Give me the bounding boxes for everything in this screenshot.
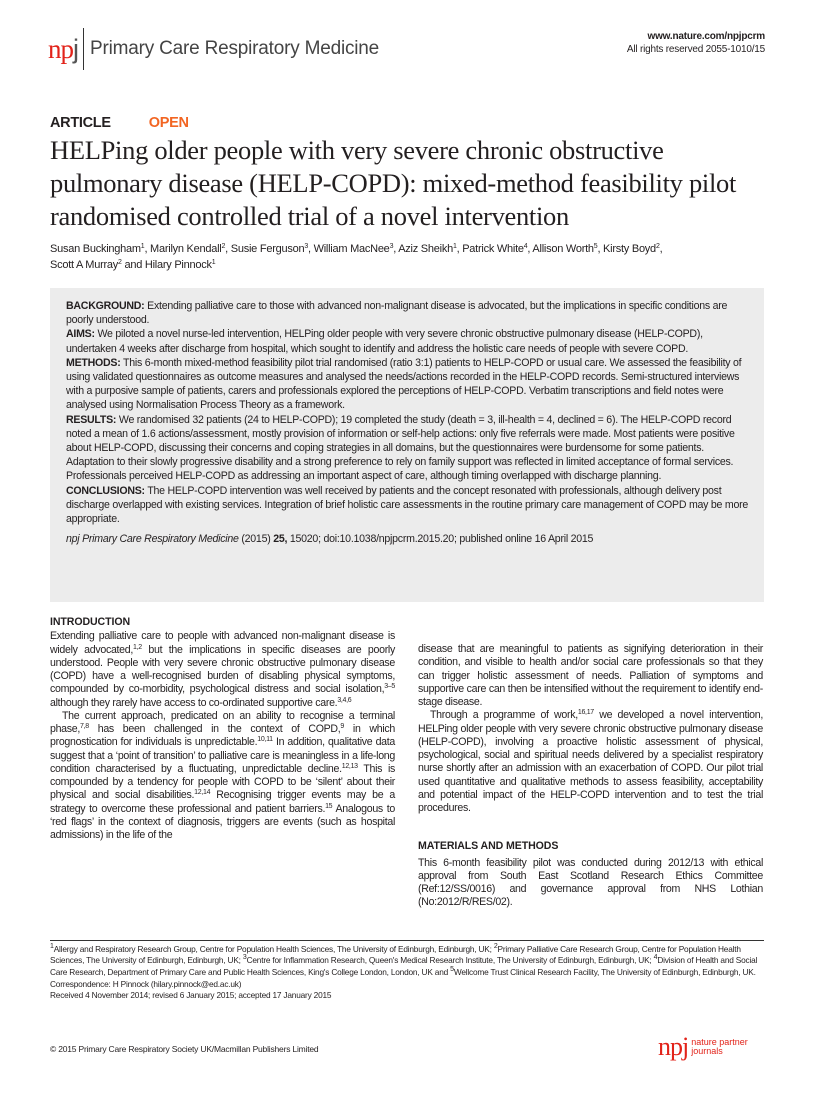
text-run: This 6-month feasibility pilot was conducted during 2012/13 with ethical approval from South East Scotland Research Ethics Committee (Ref:12/SS/0016) and governance approval from NHS Lothian (No:2012/R/RES/02).: [418, 856, 763, 909]
reference-superscript: 4: [523, 243, 528, 250]
abstract-text: The HELP-COPD intervention was well received by patients and the concept resonated with professionals, although delivery post discharge overlapped with existing services. Integration of brief holistic care assessments in the routine primary care management of COPD may be more appropriate.: [66, 484, 749, 526]
reference-superscript: 3: [304, 243, 308, 250]
abstract-label: CONCLUSIONS:: [66, 484, 145, 497]
reference-superscript: 16,17: [577, 709, 594, 717]
reference-superscript: 7,8: [80, 723, 89, 730]
npj-partner-logo: [658, 1032, 748, 1062]
text-run: This is compounded by a tendency for people with COPD to be ‘silent’ about their physical and social disabilities.: [50, 762, 395, 802]
reference-superscript: 1: [211, 259, 216, 266]
abstract-text: We randomised 32 patients (24 to HELP-COPD); 19 completed the study (death = 3, ill-health = 4, declined = 6). The HELP-COPD record noted a mean of 1.6 actions/assessment, mostly provision of information or self-help actions: only five referrals were made. Most patients were positive about HELP-COPD, discussing their concerns and coping strategies in all domains, but the questionnaires were burdensome for some patients. Adaptation to their slowly progressive disability and a strong preference to rely on family support was reflected in limited acceptance of formal services. Professionals perceived HELP-COPD as addressing an important aspect of care, although timing overlapped with discharge planning.: [66, 413, 735, 483]
text-run: although they rarely have access to co-ordinated supportive care.: [50, 696, 338, 709]
text-run: Through a programme of work,: [430, 709, 578, 722]
text-run: Extending palliative care to people with advanced non-malignant disease is widely advocated,: [50, 630, 395, 656]
article-label: ARTICLE: [50, 115, 111, 131]
reference-superscript: 10,11: [257, 736, 273, 744]
section-heading-introduction: INTRODUCTION: [50, 616, 131, 628]
text-run: Analogous to ‘red flags’ in the context of diagnosis, triggers are events (such as hospital admissions) in the life of the: [50, 802, 395, 841]
text-run: ,: [659, 243, 663, 255]
citation-volume: 25,: [273, 533, 288, 546]
reference-superscript: 12,13: [341, 762, 358, 770]
rights: All rights reserved 2055-1010/15: [626, 44, 765, 55]
abstract-label: METHODS:: [66, 356, 121, 369]
abstract-text: We piloted a novel nurse-led intervention, HELPing older people with very severe chronic obstructive pulmonary disease (HELP-COPD), undertaken 4 weeks after discharge from hospital, which sought to identify and address the holistic care needs of people with severe COPD.: [66, 328, 703, 355]
reference-superscript: 15: [325, 802, 333, 810]
text-run: In addition, qualitative data suggest that a ‘point of transition’ to palliative care is meaningless in a life-long condition characterised by a fluctuating, unpredictable decline.: [50, 736, 395, 775]
abstract-section: [66, 299, 750, 327]
citation-rest: 15020; doi:10.1038/npjpcrm.2015.20; published online 16 April 2015: [287, 533, 594, 546]
affiliation: Wellcome Trust Clinical Research Facility, The University of Edinburgh, Edinburgh, UK.: [453, 966, 756, 977]
text-run: , Allison Worth: [527, 243, 594, 255]
text-run: , Aziz Sheikh: [393, 243, 453, 255]
text-run: has been challenged in the context of COPD,: [88, 723, 341, 735]
affiliation-number: 5: [450, 965, 454, 973]
reference-superscript: 2: [655, 243, 660, 250]
abstract-section: [66, 484, 750, 527]
text-run: Susan Buckingham: [50, 243, 141, 255]
article-title: HELPing older people with very severe chronic obstructive pulmonary disease (HELP-COPD): mixed-method feasibility pilot randomised controlled trial of a novel intervention: [50, 135, 737, 231]
text-run: we developed a novel intervention, HELPing older people with very severe chronic obstructive pulmonary disease (HELP-COPD), involving a proactive holistic assessment of physical, psychological, social and spiritual needs delivered by a specialist respiratory nurse shortly after an admission with an exacerbation of COPD. Our pilot trial used quantitative and qualitative methods to assess feasibility, acceptability and potential impact of the HELP-COPD intervention and to test the trial procedures.: [418, 709, 763, 814]
text-run: , Patrick White: [456, 243, 524, 255]
paragraph: [418, 643, 763, 709]
reference-superscript: 1,2: [133, 643, 142, 651]
article-type: [50, 115, 189, 131]
copyright: © 2015 Primary Care Respiratory Society UK/Macmillan Publishers Limited: [50, 1044, 319, 1054]
citation-year: (2015): [238, 533, 274, 546]
abstract-section: [66, 413, 750, 484]
abstract-text: Extending palliative care to those with advanced non-malignant disease is advocated, but the implications in specific conditions are poorly understood.: [66, 300, 728, 327]
reference-superscript: 12,14: [194, 789, 211, 797]
journal-url[interactable]: www.nature.com/npjpcrm: [647, 31, 765, 42]
received-dates: Received 4 November 2014; revised 6 January 2015; accepted 17 January 2015: [50, 990, 332, 1001]
text-run: in which prognostication for individuals is unpredictable.: [50, 723, 395, 749]
author-list: [50, 241, 780, 273]
affiliation: Allergy and Respiratory Research Group, Centre for Population Health Sciences, The University of Edinburgh, Edinburgh, UK;: [53, 944, 494, 954]
affiliations: [50, 944, 764, 978]
open-access-badge: OPEN: [148, 115, 189, 131]
text-run: , Marilyn Kendall: [144, 243, 222, 255]
affiliation: Centre for Inflammation Research, Queen's Medical Research Institute, The University of Edinburgh, Edinburgh, UK;: [246, 955, 654, 966]
affiliation-number: 3: [242, 954, 247, 962]
journal-logo: [48, 28, 379, 70]
logo-text: nature partner: [691, 1037, 748, 1047]
reference-superscript: 2: [118, 259, 122, 266]
abstract-section: [66, 327, 750, 355]
left-column: [50, 616, 395, 842]
affiliation: Primary Palliative Care Research Group, Centre for Population Health Sciences, The University of Edinburgh, Edinburgh, UK;: [50, 944, 741, 966]
text-run: , Kirsty Boyd: [597, 243, 656, 255]
header-info: [627, 30, 765, 56]
journal-title: Primary Care Respiratory Medicine: [90, 38, 380, 59]
author-line: [50, 241, 780, 257]
paragraph: [50, 630, 395, 710]
reference-superscript: 9: [340, 723, 345, 730]
footnote-divider: [50, 940, 764, 941]
reference-superscript: 5: [593, 243, 598, 250]
text-run: disease that are meaningful to patients as signifying deterioration in their condition, and visible to health and/or social care professionals so that they can trigger holistic assessment of needs. Palliation of symptoms and supportive care can then be intensified without the requirement to identify end-stage disease.: [418, 643, 763, 708]
section-heading-methods: MATERIALS AND METHODS: [418, 840, 559, 853]
reference-superscript: 1: [452, 243, 457, 250]
affiliation-number: 2: [493, 943, 498, 950]
text-run: Scott A Murray: [50, 259, 119, 271]
logo-j: j: [73, 33, 79, 64]
right-column: [418, 643, 763, 910]
citation-journal: npj Primary Care Respiratory Medicine: [66, 533, 239, 546]
logo-divider: [83, 28, 84, 70]
text-run: , William MacNee: [307, 243, 390, 255]
affiliation: Division of Health and Social Care Research, Department of Primary Care and Public Health Sciences, King's College London, London, UK and: [50, 955, 758, 977]
affiliation-number: 4: [653, 954, 658, 962]
npj-mark: npj: [658, 1032, 689, 1061]
text-run: , Susie Ferguson: [225, 243, 305, 255]
abstract-section: [66, 356, 750, 413]
text-run: and Hilary Pinnock: [121, 259, 212, 271]
correspondence: Correspondence: H Pinnock (hilary.pinnock@ed.ac.uk): [50, 978, 242, 989]
paragraph: [418, 857, 763, 910]
affiliation-number: 1: [50, 943, 54, 950]
paragraph: [50, 710, 395, 843]
paragraph: [418, 709, 763, 815]
author-line: [50, 257, 780, 273]
citation: [66, 532, 750, 546]
text-run: but the implications in specific diseases are poorly understood. People with very severe chronic obstructive pulmonary disease (COPD) have a well-recognised burden of disabling physical symptoms, compounded by co-morbidity, psychological distress and social isolation,: [50, 643, 395, 696]
abstract-label: AIMS:: [66, 328, 95, 341]
logo-np: np: [48, 33, 73, 64]
footnotes: [50, 944, 764, 1001]
abstract-box: [50, 288, 764, 602]
reference-superscript: 3,4,6: [337, 696, 352, 704]
reference-superscript: 1: [140, 243, 145, 250]
reference-superscript: 3–5: [384, 683, 395, 691]
reference-superscript: 2: [221, 243, 226, 250]
reference-superscript: 3: [389, 243, 394, 250]
text-run: The current approach, predicated on an ability to recognise a terminal phase,: [50, 709, 395, 735]
abstract-label: BACKGROUND:: [66, 300, 145, 312]
text-run: Recognising trigger events may be a strategy to overcome these professional and patient barriers.: [50, 789, 396, 815]
abstract-label: RESULTS:: [66, 413, 117, 426]
logo-text: journals: [691, 1046, 723, 1056]
abstract-text: This 6-month mixed-method feasibility pilot trial randomised (ratio 3:1) patients to HELP-COPD or usual care. We assessed the feasibility of using validated questionnaires as outcome measures and analysed the needs/actions recorded in the HELP-COPD records. Semi-structured interviews with a purposive sample of patients, carers and professionals explored the perceptions of HELP-COPD. Verbatim transcriptions and field notes were analysed using Normalisation Process Theory as a framework.: [66, 356, 742, 412]
